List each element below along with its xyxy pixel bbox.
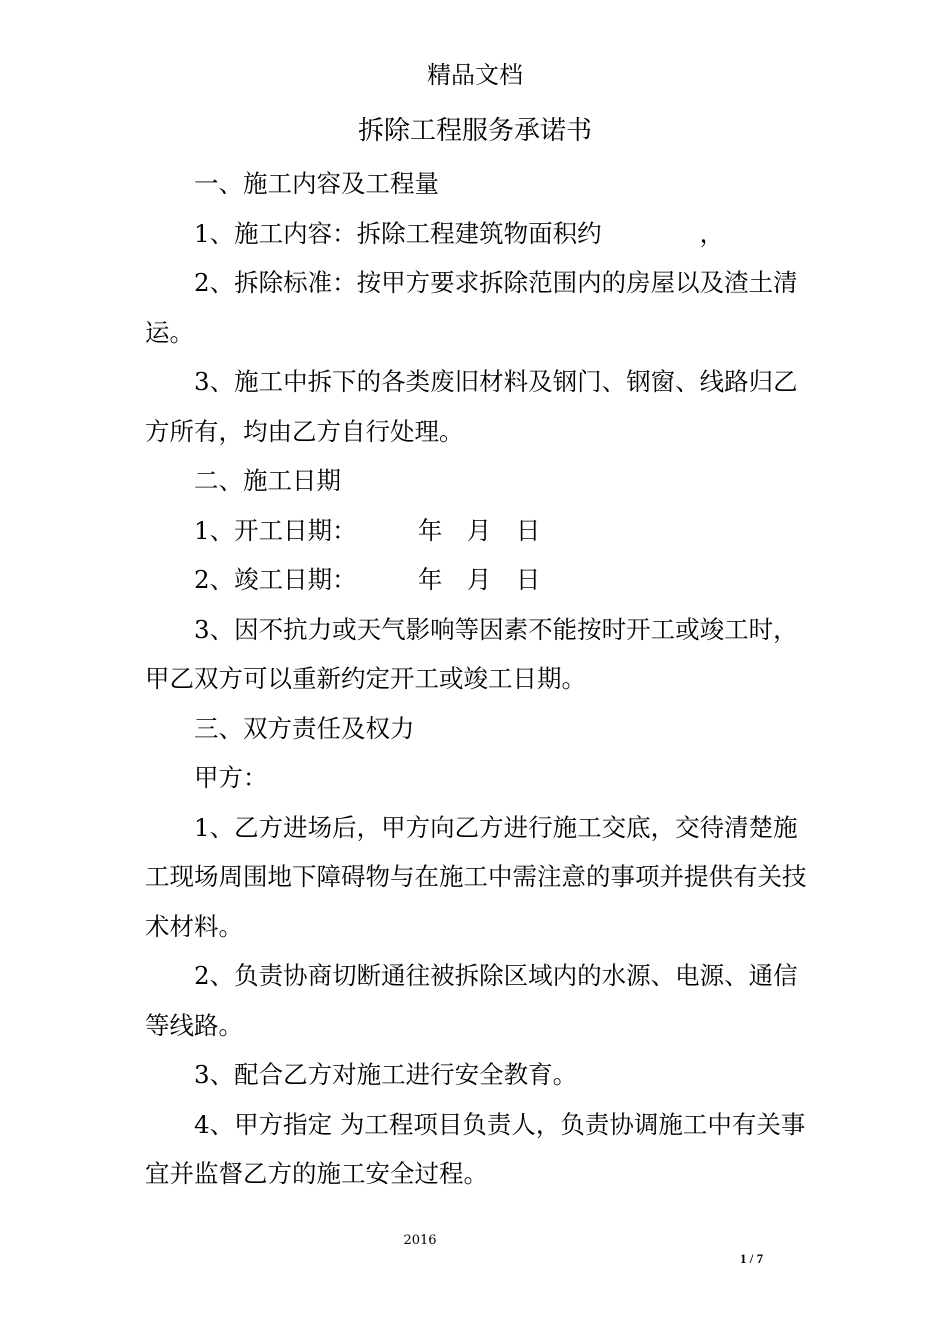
party-label: 甲方：: [194, 763, 268, 792]
paragraph: 2、拆除标准：按甲方要求拆除范围内的房屋以及渣土清运。: [145, 268, 798, 347]
section-heading-2: 二、施工日期: [194, 466, 341, 495]
paragraph: 2、竣工日期： 年 月 日: [194, 565, 541, 594]
paragraph: 3、施工中拆下的各类废旧材料及钢门、钢窗、线路归乙方所有，均由乙方自行处理。: [145, 367, 798, 446]
paragraph: 3、配合乙方对施工进行安全教育。: [194, 1060, 578, 1089]
section-heading-3: 三、双方责任及权力: [194, 713, 415, 743]
paragraph: 1、施工内容：拆除工程建筑物面积约 ，: [194, 218, 725, 248]
paragraph: 3、因不抗力或天气影响等因素不能按时开工或竣工时，甲乙双方可以重新约定开工或竣工日期。: [145, 614, 798, 693]
paragraph: 1、开工日期： 年 月 日: [194, 515, 541, 545]
document-title: 拆除工程服务承诺书: [357, 116, 592, 146]
document-body: [145, 159, 810, 1199]
footer-year: 2016: [403, 1233, 437, 1248]
paragraph: 1、乙方进场后，甲方向乙方进行施工交底，交待清楚施工现场周围地下障碍物与在施工中需注意的事项并提供有关技术材料。: [145, 812, 807, 941]
page-number: 1 / 7: [740, 1251, 764, 1266]
paragraph: 4、甲方指定 为工程项目负责人，负责协调施工中有关事宜并监督乙方的施工安全过程。: [145, 1109, 806, 1188]
section-heading-1: 一、施工内容及工程量: [194, 169, 439, 198]
paragraph: 2、负责协商切断通往被拆除区域内的水源、电源、通信等线路。: [145, 961, 798, 1040]
page-header: 精品文档: [427, 61, 523, 89]
